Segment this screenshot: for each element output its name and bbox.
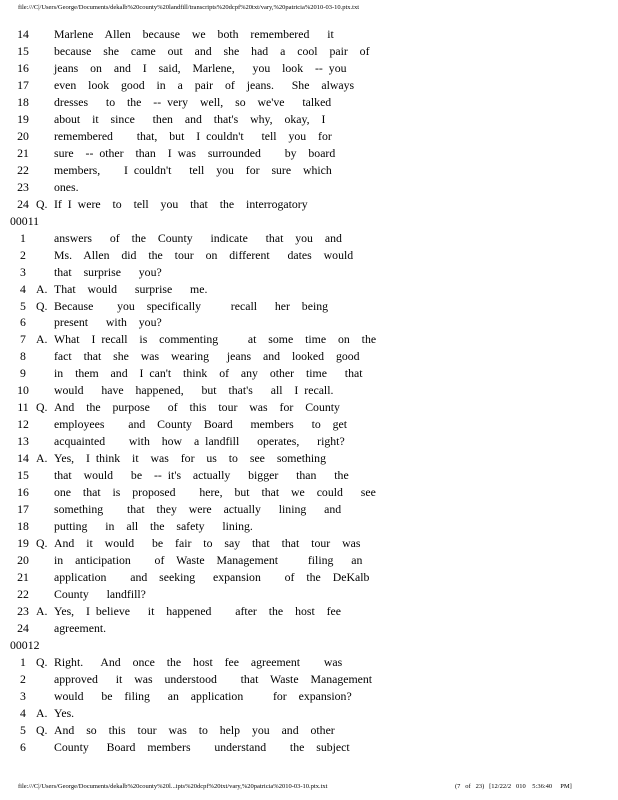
transcript-line [10,314,610,331]
transcript-line [10,247,610,264]
speaker-prefix [36,94,54,111]
line-number: 12 [17,417,29,432]
speaker-prefix: Q. [36,196,54,211]
line-number: 5 [20,298,26,313]
line-text: What I recall is commenting at some time on the [54,332,377,347]
line-text: ones. [54,179,79,194]
speaker-prefix [36,365,54,382]
line-number: 21 [17,570,29,584]
line-number: 21 [17,145,29,160]
line-text: in anticipation of Waste Management filing an [54,553,363,568]
line-text: And so this tour was to help you and other [54,722,335,737]
speaker-prefix: A. [36,705,54,720]
line-number: 15 [17,43,29,58]
line-text: acquainted with how a landfill operates, right? [54,434,345,449]
speaker-prefix [36,671,54,688]
line-text: sure -- other than I was surrounded by board [54,145,336,160]
line-text: approved it was understood that Waste Management [54,671,373,686]
line-text: in them and I can't think of any other time that [54,366,363,381]
transcript-line [10,162,610,179]
speaker-prefix [36,552,54,569]
speaker-prefix [36,128,54,145]
line-text: County Board members understand the subject [54,739,350,754]
transcript-line [10,722,610,739]
transcript-page-number: 00011 [10,213,40,228]
transcript-line [10,60,610,77]
transcript-line [10,586,610,603]
line-number: 24 [17,196,29,211]
speaker-prefix [36,739,54,756]
line-text: that would be -- it's actually bigger than the [54,468,349,483]
transcript-line [10,552,610,569]
transcript-line [10,382,610,399]
line-text: Yes, I believe it happened after the host fee [54,603,342,618]
transcript-line [10,331,610,348]
line-text: County landfill? [54,586,146,601]
line-number: 22 [17,162,29,177]
speaker-prefix [36,26,54,43]
transcript-line [10,739,610,756]
line-text: dresses to the -- very well, so we've talked [54,94,332,109]
speaker-prefix [36,620,54,637]
line-text: present with you? [54,315,162,330]
transcript-line [10,416,610,433]
transcript-line [10,26,610,43]
transcript-line [10,128,610,145]
speaker-prefix: A. [36,603,54,618]
page-footer-path: file:///C|/Users/George/Documents/dekalb%20county%20l...ipts%20dcpf%20txt/vary,%20patricia%2010-03-10.ptx.txt [18,783,328,790]
line-text: members, I couldn't tell you for sure which [54,162,332,177]
page-header-path: file:///C|/Users/George/Documents/dekalb%20county%20landfill/transcripts%20dcpf%20txt/vary,%20patricia%2010-03-10.ptx.txt [18,4,360,11]
speaker-prefix: Q. [36,654,54,669]
transcript-line [10,348,610,365]
transcript-line [10,620,610,637]
speaker-prefix [36,433,54,450]
speaker-prefix: Q. [36,722,54,737]
speaker-prefix: A. [36,281,54,296]
line-text: Because you specifically recall her being [54,298,329,313]
speaker-prefix [36,162,54,179]
speaker-prefix [36,416,54,433]
line-number: 20 [17,128,29,143]
line-text: even look good in a pair of jeans. She always [54,77,355,92]
line-number: 1 [20,230,26,245]
line-text: something that they were actually lining and [54,502,342,517]
transcript-line [10,179,610,196]
line-text: because she came out and she had a cool pair of [54,43,370,58]
line-number: 3 [20,688,26,703]
line-number: 16 [17,485,29,500]
line-number: 20 [17,553,29,568]
transcript-line [10,450,610,467]
line-number: 16 [17,60,29,75]
speaker-prefix [36,264,54,281]
transcript-line [10,94,610,111]
transcript-line [10,433,610,450]
line-text: jeans on and I said, Marlene, you look -- you [54,60,347,75]
transcript-line [10,281,610,298]
speaker-prefix [36,111,54,128]
line-text: If I were to tell you that the interrogatory [54,196,308,211]
transcript-line [10,298,610,315]
line-number: 6 [20,315,26,330]
speaker-prefix: Q. [36,298,54,313]
transcript-page-number: 00012 [10,637,40,652]
speaker-prefix [36,382,54,399]
line-text: would be filing an application for expansion? [54,688,352,703]
speaker-prefix [36,179,54,196]
line-number: 2 [20,671,26,686]
line-number: 13 [17,434,29,449]
speaker-prefix [36,586,54,603]
line-number: 3 [20,264,26,279]
line-text: That would surprise me. [54,281,208,296]
line-number: 11 [17,400,29,415]
speaker-prefix [36,247,54,264]
line-number: 18 [17,94,29,109]
line-number: 19 [17,111,29,126]
transcript-line [10,264,610,281]
transcript-line [10,77,610,94]
line-number: 14 [17,451,29,466]
transcript-line [10,43,610,60]
line-text: answers of the County indicate that you and [54,230,342,245]
transcript-line [10,518,610,535]
transcript-line [10,365,610,382]
line-text: Yes. [54,705,75,720]
speaker-prefix [36,569,54,586]
line-text: And it would be fair to say that that tour was [54,536,361,551]
line-text: Ms. Allen did the tour on different dates would [54,247,354,262]
speaker-prefix [36,484,54,501]
transcript-line [10,569,610,586]
speaker-prefix [36,467,54,484]
transcript-line [10,399,610,416]
transcript-line [10,705,610,722]
transcript-line [10,145,610,162]
transcript-line [10,671,610,688]
speaker-prefix [36,145,54,162]
line-number: 24 [17,620,29,635]
line-text: that surprise you? [54,264,162,279]
line-text: Marlene Allen because we both remembered it [54,27,334,41]
line-text: one that is proposed here, but that we could see [54,485,376,500]
transcript-body [10,26,610,756]
speaker-prefix [36,77,54,94]
line-number: 4 [20,281,26,296]
transcript-line [10,467,610,484]
page-footer-pagination: (7 of 23) [12/22/2 010 5:36:40 PM] [455,783,572,790]
line-number: 2 [20,247,26,262]
speaker-prefix [36,501,54,518]
speaker-prefix [36,518,54,535]
line-number: 1 [20,654,26,669]
line-number: 6 [20,739,26,754]
line-text: putting in all the safety lining. [54,519,253,534]
transcript-line [10,230,610,247]
line-text: Right. And once the host fee agreement was [54,654,343,669]
line-number: 22 [17,586,29,601]
transcript-line [10,688,610,705]
speaker-prefix [36,348,54,365]
line-text: Yes, I think it was for us to see something [54,451,326,466]
transcript-line [10,535,610,552]
line-text: about it since then and that's why, okay, I [54,111,326,126]
line-number: 8 [20,349,26,364]
transcript-line [10,501,610,518]
line-number: 5 [20,722,26,737]
line-number: 10 [17,383,29,398]
line-text: application and seeking expansion of the DeKalb [54,570,370,584]
speaker-prefix: Q. [36,536,54,551]
transcript-line [10,484,610,501]
speaker-prefix: A. [36,332,54,347]
line-number: 17 [17,77,29,92]
line-text: agreement. [54,620,107,635]
speaker-prefix: Q. [36,400,54,415]
line-text: fact that she was wearing jeans and looked good [54,349,360,364]
line-number: 18 [17,519,29,534]
speaker-prefix [36,688,54,705]
speaker-prefix: A. [36,451,54,466]
line-number: 17 [17,502,29,517]
line-number: 19 [17,536,29,551]
line-number: 15 [17,468,29,483]
speaker-prefix [36,43,54,60]
transcript-line [10,603,610,620]
line-number: 7 [20,332,26,347]
speaker-prefix [36,314,54,331]
line-text: And the purpose of this tour was for County [54,400,340,415]
line-number: 14 [17,27,29,41]
transcript-line [10,196,610,213]
speaker-prefix [36,60,54,77]
transcript-line [10,654,610,671]
line-number: 4 [20,705,26,720]
line-text: employees and County Board members to get [54,417,348,432]
line-number: 9 [20,366,26,381]
transcript-line [10,111,610,128]
line-text: remembered that, but I couldn't tell you for [54,128,332,143]
line-text: would have happened, but that's all I recall. [54,383,334,398]
line-number: 23 [17,179,29,194]
line-number: 23 [17,603,29,618]
speaker-prefix [36,230,54,247]
